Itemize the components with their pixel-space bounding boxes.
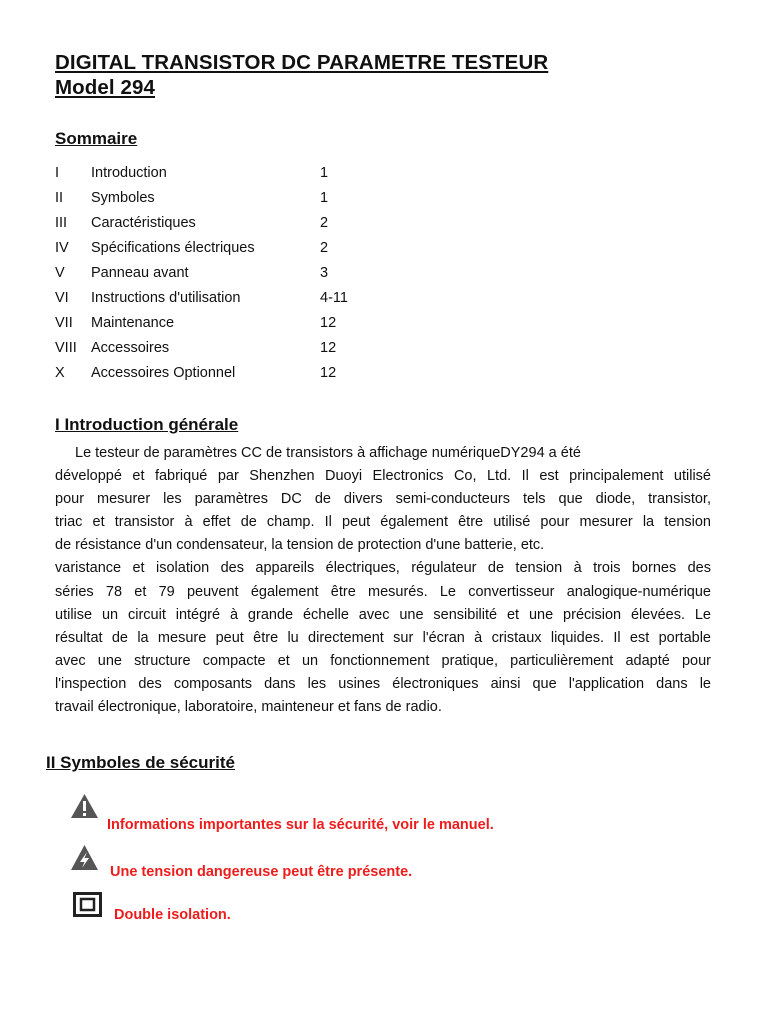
toc-label: Spécifications électriques	[91, 240, 255, 256]
toc-page: 12	[320, 365, 337, 381]
toc-number: III	[55, 215, 68, 231]
intro-heading: I Introduction générale	[55, 415, 239, 434]
intro-line: varistance et isolation des appareils électriques, régulateur de tension à trois bornes des	[55, 560, 711, 577]
intro-paragraph	[55, 442, 711, 719]
intro-line: utilise un circuit intégré à grande échelle avec une sensibilité et une précision élevées. Le	[55, 606, 711, 623]
toc-label: Caractéristiques	[91, 215, 196, 231]
toc-number: II	[55, 190, 64, 206]
toc-row	[55, 288, 455, 313]
toc-row	[55, 163, 455, 188]
toc-number: VII	[55, 315, 73, 331]
toc-label: Instructions d'utilisation	[91, 290, 241, 306]
toc-label: Maintenance	[91, 315, 175, 331]
toc-heading: Sommaire	[55, 129, 138, 148]
title-line-2: Model 294	[55, 76, 156, 99]
toc-page: 12	[320, 340, 337, 356]
intro-line: avec une structure compacte et un fonctionnement pratique, particulièrement adapté pour	[55, 652, 711, 669]
toc-label: Panneau avant	[91, 265, 189, 281]
toc-page: 12	[320, 315, 337, 331]
intro-line: travail électronique, laboratoire, mainteneur et fans de radio.	[55, 699, 442, 716]
intro-line: développé et fabriqué par Shenzhen Duoyi Electronics Co, Ltd. Il est principalement utilisé	[55, 468, 711, 485]
toc-page: 2	[320, 240, 329, 256]
toc-number: I	[55, 165, 60, 181]
intro-line: triac et transistor à effet de champ. Il peut également être utilisé pour mesurer la tension	[55, 514, 711, 531]
safety-text-voltage: Une tension dangereuse peut être présente.	[110, 864, 413, 880]
toc-number: VI	[55, 290, 69, 306]
safety-text-insulation: Double isolation.	[114, 907, 231, 923]
toc-row	[55, 338, 455, 363]
toc-label: Accessoires Optionnel	[91, 365, 236, 381]
safety-text-warning: Informations importantes sur la sécurité, voir le manuel.	[107, 817, 494, 833]
safety-heading: II Symboles de sécurité	[46, 753, 235, 772]
toc-page: 4-11	[320, 290, 348, 306]
toc-row	[55, 213, 455, 238]
toc-number: V	[55, 265, 65, 281]
toc-page: 1	[320, 190, 329, 206]
toc-row	[55, 363, 455, 388]
toc-row	[55, 263, 455, 288]
toc-number: VIII	[55, 340, 77, 356]
toc-row	[55, 238, 455, 263]
intro-line: Le testeur de paramètres CC de transistors à affichage numériqueDY294 a été	[75, 445, 581, 461]
table-of-contents	[55, 163, 455, 388]
intro-line: de résistance d'un condensateur, la tension de protection d'une batterie, etc.	[55, 537, 545, 554]
toc-label: Accessoires	[91, 340, 170, 356]
warning-icon	[70, 793, 99, 819]
toc-page: 3	[320, 265, 329, 281]
toc-page: 1	[320, 165, 329, 181]
toc-number: X	[55, 365, 65, 381]
double-insulation-icon	[73, 892, 102, 917]
toc-page: 2	[320, 215, 329, 231]
intro-line: résultat de la mesure peut être lu directement sur l'écran à cristaux liquides. Il est portable	[55, 629, 711, 646]
toc-label: Symboles	[91, 190, 155, 206]
toc-number: IV	[55, 240, 69, 256]
high-voltage-icon	[70, 844, 99, 871]
intro-line: pour mesurer les paramètres DC de divers semi-conducteurs tels que diode, transistor,	[55, 491, 711, 508]
toc-label: Introduction	[91, 165, 167, 181]
title-line-1: DIGITAL TRANSISTOR DC PARAMETRE TESTEUR	[55, 51, 549, 74]
intro-line: l'inspection des composants dans les usines électroniques ainsi que l'application dans le	[55, 675, 711, 692]
toc-row	[55, 188, 455, 213]
toc-row	[55, 313, 455, 338]
document-title	[55, 50, 548, 100]
intro-line: séries 78 et 79 peuvent également être mesurés. Le convertisseur analogique-numérique	[55, 583, 711, 600]
